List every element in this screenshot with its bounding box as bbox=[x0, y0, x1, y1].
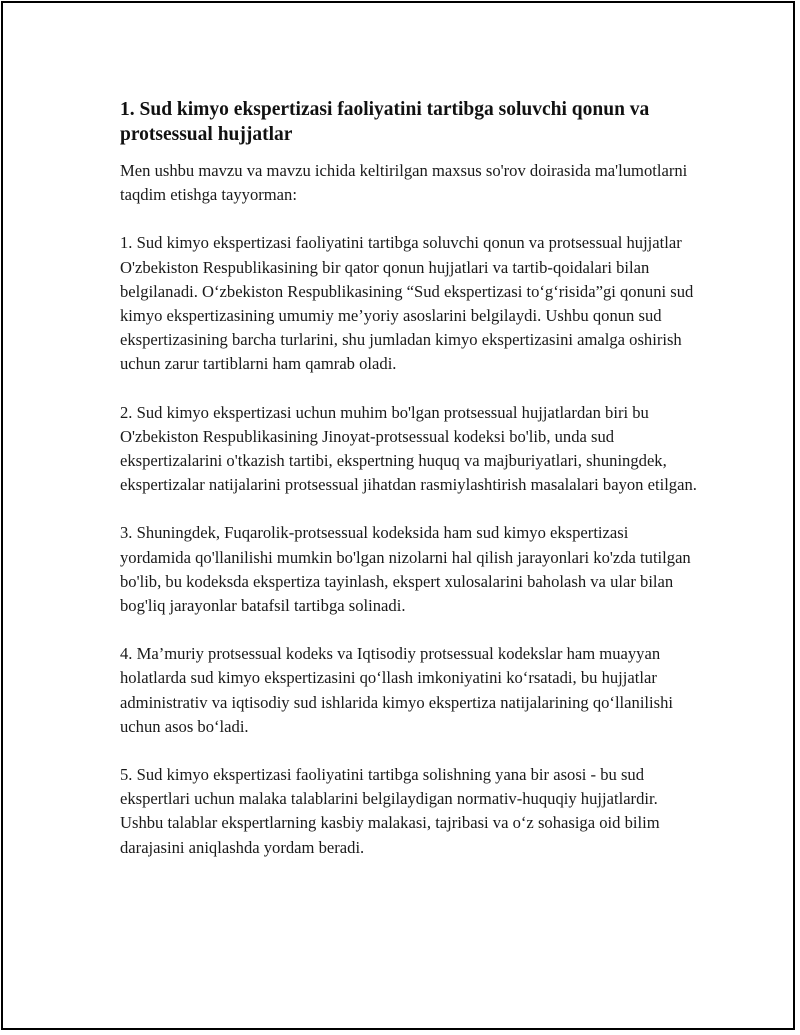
document-title: 1. Sud kimyo ekspertizasi faoliyatini tartibga soluvchi qonun va protsessual hujjatlar bbox=[120, 99, 650, 145]
paragraph-1: 1. Sud kimyo ekspertizasi faoliyatini tartibga soluvchi qonun va protsessual hujjatlar O'zbekiston Respublikasining bir qator qonun hujjatlari va tartib-qoidalari bilan belgilanadi. O‘zbekiston Respublikasining “Sud ekspertizasi to‘g‘risida”gi qonuni sud kimyo ekspertizasining umumiy me’yoriy asoslarini belgilaydi. Ushbu qonun sud ekspertizasining barcha turlarini, shu jumladan kimyo ekspertizasini amalga oshirish uchun zarur tartiblarni ham qamrab oladi. bbox=[120, 233, 694, 374]
paragraph-3: 3. Shuningdek, Fuqarolik-protsessual kodeksida ham sud kimyo ekspertizasi yordamida qo'llanilishi mumkin bo'lgan nizolarni hal qilish jarayonlari ko'zda tutilgan bo'lib, bu kodeksda ekspertiza tayinlash, ekspert xulosalarini baholash va ular bilan bog'liq jarayonlar batafsil tartibga solinadi. bbox=[120, 523, 691, 616]
paragraph-4: 4. Ma’muriy protsessual kodeks va Iqtisodiy protsessual kodekslar ham muayyan holatlarda sud kimyo ekspertizasini qo‘llash imkoniyatini ko‘rsatadi, bu hujjatlar administrativ va iqtisodiy sud ishlarida kimyo ekspertiza natijalarining qo‘llanilishi uchun asos bo‘ladi. bbox=[120, 644, 674, 736]
intro-paragraph: Men ushbu mavzu va mavzu ichida keltirilgan maxsus so'rov doirasida ma'lumotlarni taqdim etishga tayyorman: bbox=[120, 161, 688, 205]
page-frame bbox=[1, 1, 795, 1030]
paragraph-2: 2. Sud kimyo ekspertizasi uchun muhim bo'lgan protsessual hujjatlardan biri bu O'zbekiston Respublikasining Jinoyat-protsessual kodeksi bo'lib, unda sud ekspertizalarini o'tkazish tartibi, ekspertning huquq va majburiyatlari, shuningdek, ekspertizalar natijalarini protsessual jihatdan rasmiylashtirish masalalari bayon etilgan. bbox=[120, 402, 697, 495]
document-content bbox=[120, 97, 698, 884]
paragraph-5: 5. Sud kimyo ekspertizasi faoliyatini tartibga solishning yana bir asosi - bu sud ekspertlari uchun malaka talablarini belgilaydigan normativ-huquqiy hujjatlardir. Ushbu talablar ekspertlarning kasbiy malakasi, tajribasi va o‘z sohasiga oid bilim darajasini aniqlashda yordam beradi. bbox=[120, 765, 660, 857]
